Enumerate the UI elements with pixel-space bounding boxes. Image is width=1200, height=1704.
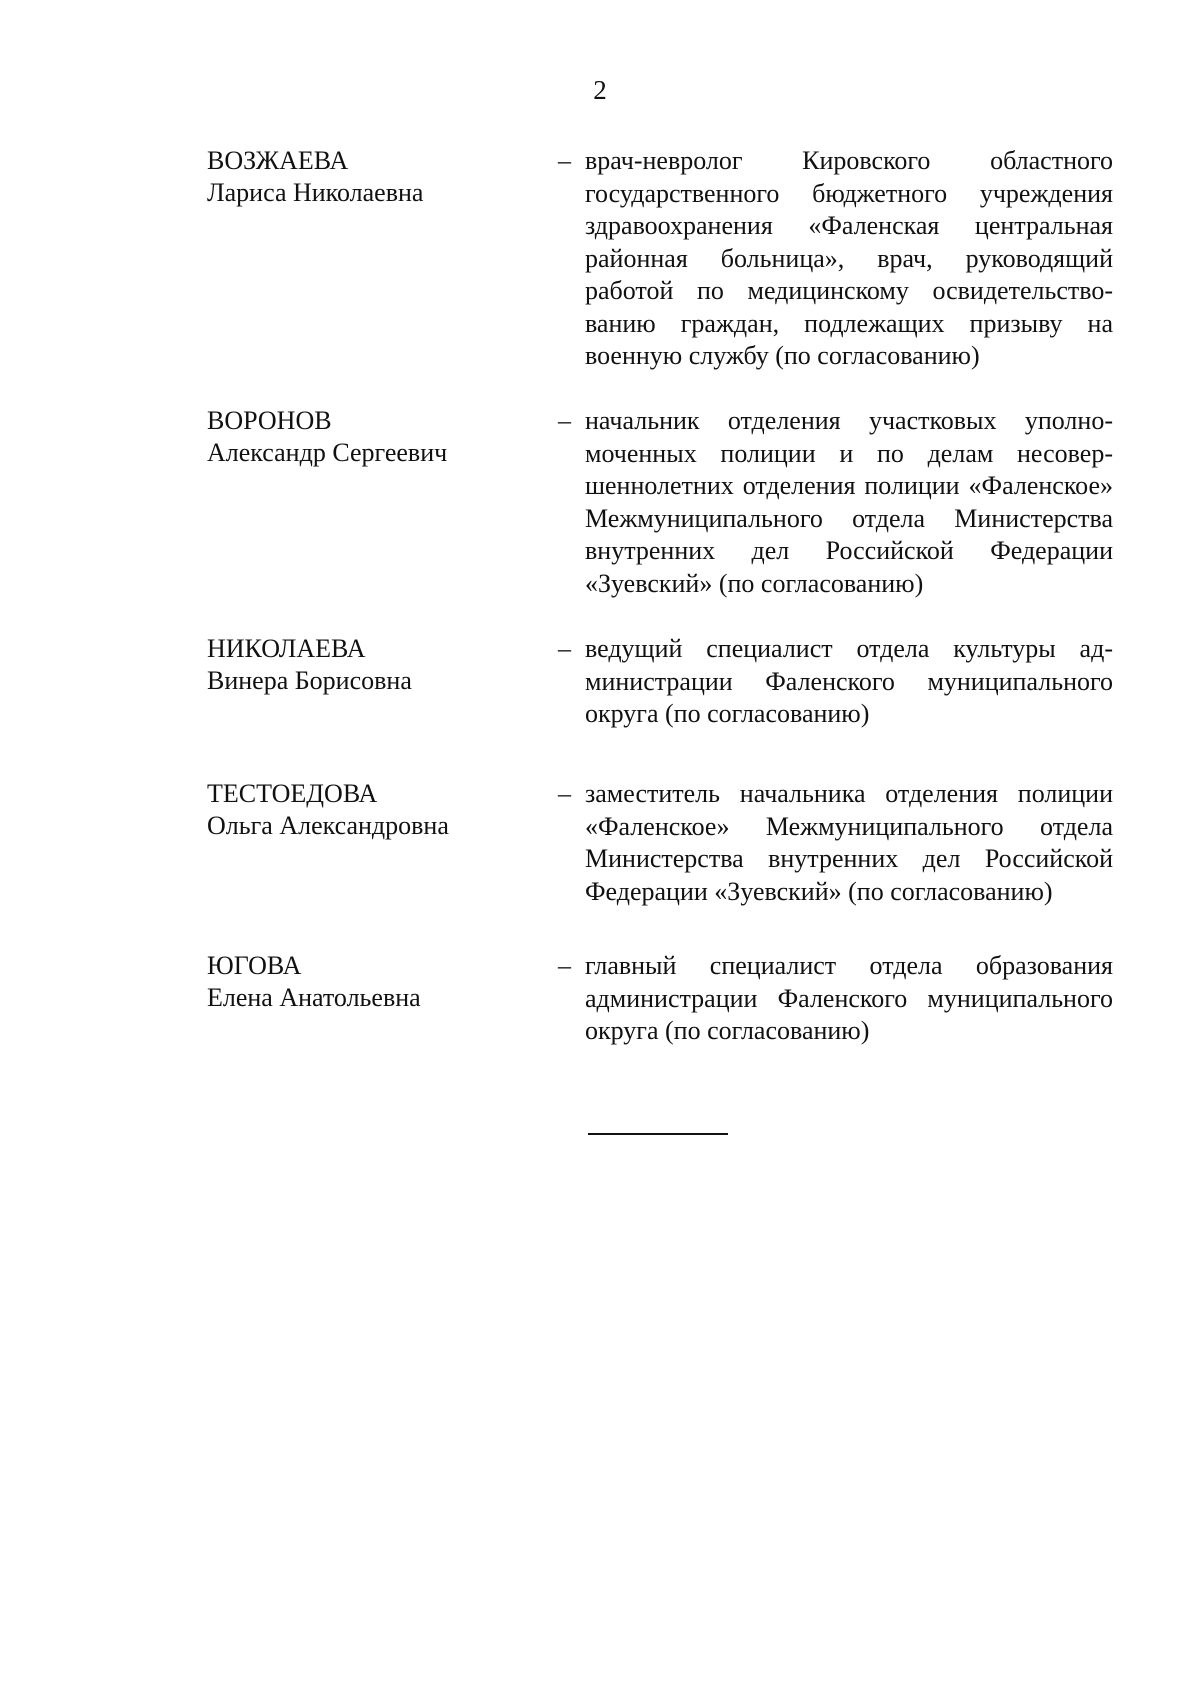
dash-separator: –: [558, 951, 571, 980]
closing-rule: [588, 1133, 728, 1135]
dash-separator: –: [558, 779, 571, 808]
member-given-names: Винера Борисовна: [207, 666, 412, 695]
member-surname: НИКОЛАЕВА: [207, 634, 366, 663]
dash-separator: –: [558, 634, 571, 663]
member-position: главный специалист отдела образования администрации Фаленского муниципального округа (по согласованию): [585, 951, 1113, 1045]
member-given-names: Лариса Николаевна: [207, 178, 424, 207]
member-position: начальник отделения участковых уполномоченных полиции и по делам несовершеннолетних отделения полиции «Фаленское» Межмуниципального отдела Министерства внутренних дел Российской Федерации «Зуевский» (по согласованию): [585, 406, 1113, 598]
member-given-names: Елена Анатольевна: [207, 983, 421, 1012]
member-position: заместитель начальника отделения полиции «Фаленское» Межмуниципального отдела Министерства внутренних дел Российской Федерации «Зуевский» (по согласованию): [585, 779, 1113, 906]
member-name: [207, 405, 547, 469]
member-surname: ТЕСТОЕДОВА: [207, 779, 378, 808]
member-name: [207, 633, 547, 697]
member-given-names: Александр Сергеевич: [207, 438, 448, 467]
member-position: ведущий специалист отдела культуры администрации Фаленского муниципального округа (по согласованию): [585, 634, 1113, 728]
dash-separator: –: [558, 146, 571, 175]
member-position: врач-невролог Кировского областного государственного бюджетного учреждения здравоохранения «Фаленская центральная районная больница», врач, руководящий работой по медицинскому освидетельствованию граждан, подлежащих призыву на военную службу (по согласованию): [585, 146, 1113, 370]
member-name: [207, 778, 547, 842]
member-name: [207, 950, 547, 1014]
dash-separator: –: [558, 406, 571, 435]
member-name: [207, 145, 547, 209]
page-number: 2: [593, 75, 607, 105]
member-surname: ВОЗЖАЕВА: [207, 146, 349, 175]
member-surname: ВОРОНОВ: [207, 406, 332, 435]
member-surname: ЮГОВА: [207, 951, 302, 980]
member-given-names: Ольга Александровна: [207, 811, 449, 840]
